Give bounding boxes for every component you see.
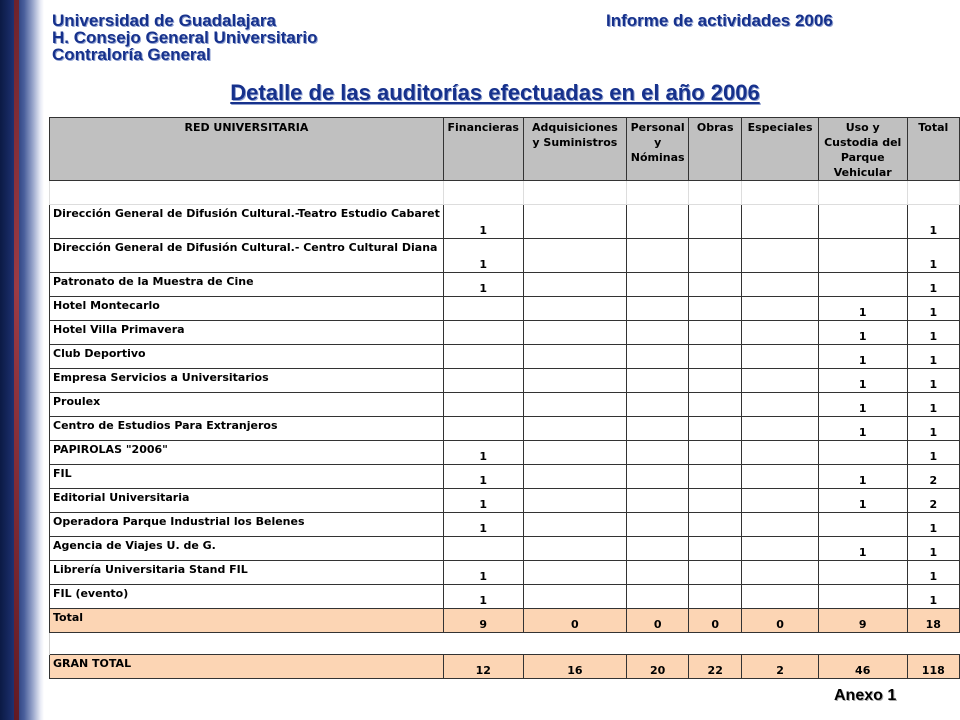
count-cell [689,489,742,513]
count-cell [627,561,689,585]
count-cell [443,297,523,321]
count-cell [689,441,742,465]
unit-name: Hotel Villa Primavera [50,321,444,345]
count-cell [523,345,627,369]
count-cell [627,417,689,441]
annex-label: Anexo 1 [834,687,897,704]
count-cell [523,273,627,297]
count-cell: 1 [907,513,959,537]
count-cell: 1 [907,417,959,441]
count-cell: 1 [907,585,959,609]
grand-total-row-label: GRAN TOTAL [50,655,444,679]
count-cell: 1 [443,441,523,465]
count-cell [523,441,627,465]
count-cell [523,585,627,609]
count-cell: 1 [907,393,959,417]
count-cell [443,321,523,345]
count-cell [742,489,819,513]
count-cell: 1 [907,297,959,321]
count-cell [523,465,627,489]
count-cell [627,205,689,239]
count-cell: 1 [443,465,523,489]
count-cell [689,345,742,369]
count-cell [523,239,627,273]
table-row [50,273,960,297]
count-cell [443,345,523,369]
table-row [50,465,960,489]
count-cell [627,297,689,321]
decorative-side-band [0,0,44,720]
count-cell [443,537,523,561]
grand-total-row-cell: 12 [443,655,523,679]
count-cell [818,441,907,465]
count-cell [523,489,627,513]
count-cell [689,561,742,585]
count-cell [689,465,742,489]
column-header: Obras [689,118,742,181]
count-cell [818,561,907,585]
count-cell [742,441,819,465]
count-cell: 1 [818,369,907,393]
count-cell [742,273,819,297]
count-cell [627,345,689,369]
count-cell: 1 [907,273,959,297]
column-header: Especiales [742,118,819,181]
unit-name: Dirección General de Difusión Cultural.- Centro Cultural Diana [50,239,444,273]
count-cell [689,239,742,273]
count-cell [742,345,819,369]
count-cell: 1 [907,345,959,369]
count-cell [689,369,742,393]
institution-line-3: Contraloría General [52,45,211,64]
count-cell [742,537,819,561]
count-cell: 1 [907,561,959,585]
count-cell [627,239,689,273]
count-cell [689,585,742,609]
grand-total-row-cell: 20 [627,655,689,679]
unit-name: Librería Universitaria Stand FIL [50,561,444,585]
count-cell: 1 [443,273,523,297]
column-header: Adquisiciones y Suministros [523,118,627,181]
count-cell [742,417,819,441]
count-cell [443,417,523,441]
count-cell [689,297,742,321]
count-cell: 1 [443,239,523,273]
count-cell [523,417,627,441]
count-cell [689,273,742,297]
table-row [50,585,960,609]
unit-name: Empresa Servicios a Universitarios [50,369,444,393]
table-row [50,205,960,239]
spacer-row [50,633,960,655]
count-cell: 2 [907,465,959,489]
total-row-cell: 0 [627,609,689,633]
table-row [50,345,960,369]
table-row [50,537,960,561]
count-cell: 1 [907,321,959,345]
count-cell [523,321,627,345]
count-cell [689,321,742,345]
count-cell [742,465,819,489]
count-cell [818,273,907,297]
count-cell [689,417,742,441]
count-cell [742,321,819,345]
table-row [50,441,960,465]
total-row [50,609,960,633]
count-cell: 1 [443,513,523,537]
unit-name: Operadora Parque Industrial los Belenes [50,513,444,537]
total-row-cell: 9 [443,609,523,633]
count-cell [523,513,627,537]
institution-header [52,12,317,63]
count-cell: 1 [443,489,523,513]
count-cell: 1 [818,321,907,345]
table-header-row [50,118,960,181]
column-header: Uso y Custodia del Parque Vehicular [818,118,907,181]
page-title: Detalle de las auditorías efectuadas en el año 2006 [230,80,760,105]
count-cell: 1 [443,585,523,609]
grand-total-row [50,655,960,679]
count-cell: 1 [907,537,959,561]
count-cell [627,441,689,465]
count-cell [689,205,742,239]
count-cell [742,369,819,393]
unit-name: Club Deportivo [50,345,444,369]
unit-name: Agencia de Viajes U. de G. [50,537,444,561]
audits-table [49,117,960,679]
count-cell [443,369,523,393]
count-cell [627,585,689,609]
count-cell: 1 [818,465,907,489]
count-cell [818,513,907,537]
count-cell: 1 [443,205,523,239]
table-row [50,513,960,537]
unit-name: Proulex [50,393,444,417]
count-cell [443,393,523,417]
count-cell: 1 [907,205,959,239]
blank-row [50,181,960,205]
total-row-cell: 18 [907,609,959,633]
count-cell [742,585,819,609]
grand-total-row-cell: 46 [818,655,907,679]
unit-name: FIL [50,465,444,489]
table-row [50,393,960,417]
count-cell: 1 [443,561,523,585]
count-cell [627,369,689,393]
grand-total-row-cell: 16 [523,655,627,679]
table-row [50,417,960,441]
count-cell [627,489,689,513]
unit-name: Editorial Universitaria [50,489,444,513]
count-cell [818,239,907,273]
count-cell [523,205,627,239]
count-cell [627,393,689,417]
total-row-cell: 0 [742,609,819,633]
count-cell [742,513,819,537]
count-cell [818,205,907,239]
count-cell [689,393,742,417]
unit-name: Patronato de la Muestra de Cine [50,273,444,297]
count-cell [523,369,627,393]
count-cell [523,393,627,417]
count-cell [523,297,627,321]
grand-total-row-cell: 22 [689,655,742,679]
count-cell: 1 [907,369,959,393]
table-row [50,297,960,321]
count-cell [742,205,819,239]
count-cell: 1 [818,489,907,513]
column-header: Personal y Nóminas [627,118,689,181]
count-cell [523,561,627,585]
count-cell [689,537,742,561]
count-cell: 1 [818,417,907,441]
table-row [50,489,960,513]
count-cell [627,537,689,561]
institution-line-2: H. Consejo General Universitario [52,28,318,47]
grand-total-row-cell: 2 [742,655,819,679]
unit-name: FIL (evento) [50,585,444,609]
count-cell: 1 [818,393,907,417]
count-cell: 1 [907,441,959,465]
count-cell [818,585,907,609]
total-row-cell: 0 [523,609,627,633]
count-cell [689,513,742,537]
table-row [50,321,960,345]
table-row [50,369,960,393]
unit-name: Dirección General de Difusión Cultural.-Teatro Estudio Cabaret [50,205,444,239]
count-cell [523,537,627,561]
column-header: RED UNIVERSITARIA [50,118,444,181]
unit-name: Hotel Montecarlo [50,297,444,321]
count-cell: 1 [818,345,907,369]
count-cell: 1 [907,239,959,273]
count-cell: 2 [907,489,959,513]
count-cell: 1 [818,537,907,561]
count-cell [627,513,689,537]
table-row [50,239,960,273]
count-cell [742,561,819,585]
unit-name: Centro de Estudios Para Extranjeros [50,417,444,441]
report-title: Informe de actividades 2006 [606,11,833,30]
count-cell [742,393,819,417]
institution-line-1: Universidad de Guadalajara [52,11,276,30]
count-cell: 1 [818,297,907,321]
table-row [50,561,960,585]
total-row-cell: 9 [818,609,907,633]
grand-total-row-cell: 118 [907,655,959,679]
total-row-label: Total [50,609,444,633]
column-header: Financieras [443,118,523,181]
column-header: Total [907,118,959,181]
total-row-cell: 0 [689,609,742,633]
count-cell [742,239,819,273]
count-cell [742,297,819,321]
count-cell [627,465,689,489]
unit-name: PAPIROLAS "2006" [50,441,444,465]
count-cell [627,321,689,345]
count-cell [627,273,689,297]
